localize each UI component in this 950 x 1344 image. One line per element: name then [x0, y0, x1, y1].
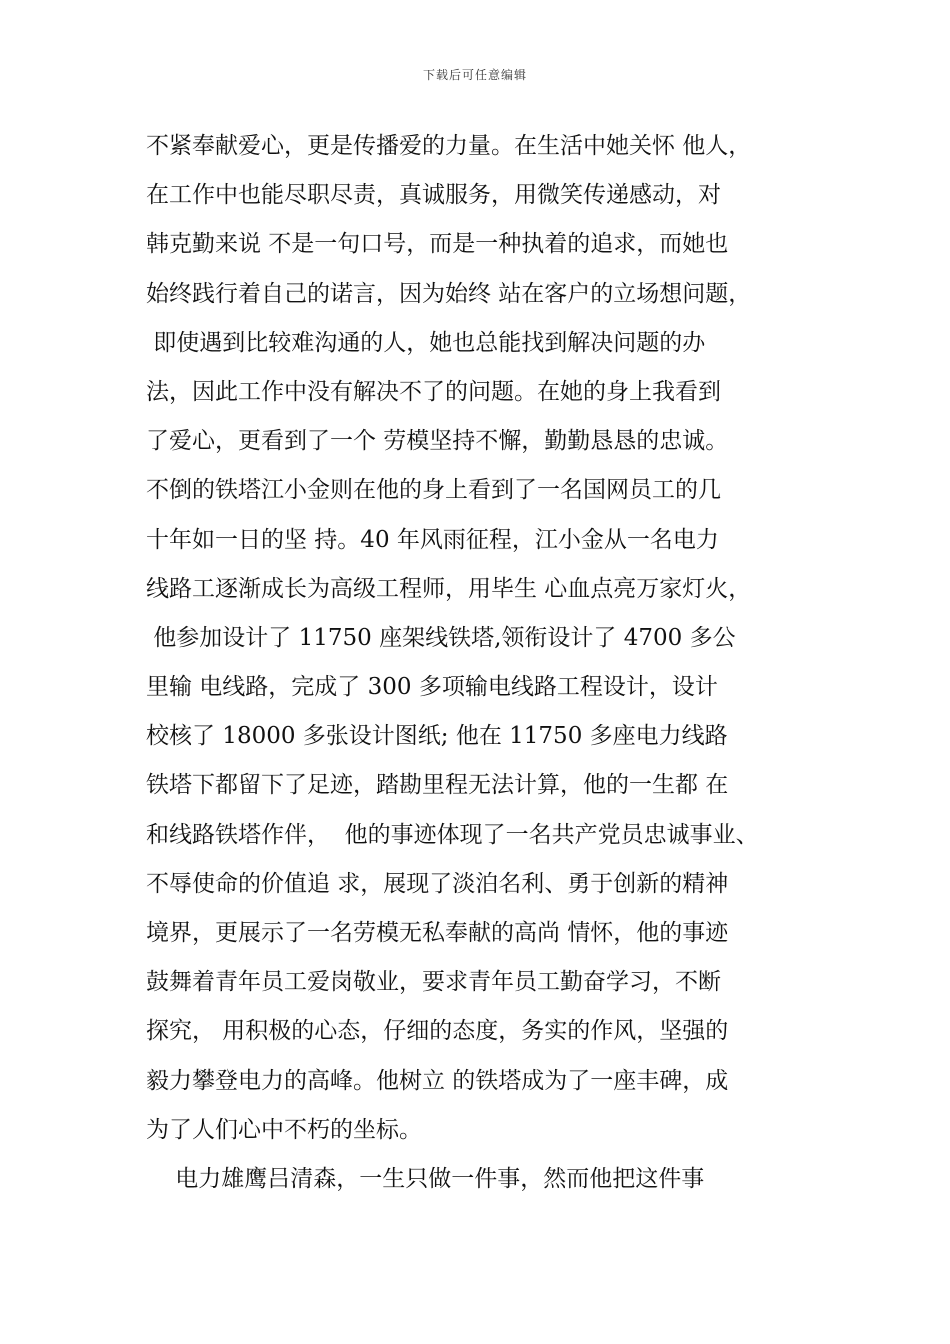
text-line: 韩克勤来说 不是一句口号，而是一种执着的追求，而她也: [146, 231, 729, 258]
text-line: 不紧奉献爱心，更是传播爱的力量。在生活中她关怀 他人，: [146, 133, 752, 159]
text-line: 不辱使命的价值追 求，展现了淡泊名利、勇于创新的精神: [146, 870, 729, 897]
text-line: 十年如一日的坚 持。40 年风雨征程，江小金从一名电力: [146, 526, 719, 553]
header-note: 下载后可任意编辑: [422, 68, 527, 82]
text-line: 即使遇到比较难沟通的人，她也总能找到解决问题的办: [146, 329, 706, 356]
text-line: 毅力攀登电力的高峰。他树立 的铁塔成为了一座丰碑，成: [146, 1067, 729, 1094]
text-line: 始终践行着自己的诺言，因为始终 站在客户的立场想问题，: [146, 280, 752, 307]
text-line: 法，因此工作中没有解决不了的问题。在她的身上我看到: [146, 378, 721, 405]
text-line: 铁塔下都留下了足迹，踏勘里程无法计算，他的一生都 在: [146, 772, 729, 799]
text-line: 电力雄鹰吕清森，一生只做一件事，然而他把这件事: [146, 1165, 705, 1192]
text-line: 校核了 18000 多张设计图纸; 他在 11750 多座电力线路: [146, 723, 728, 750]
text-line: 他参加设计了 11750 座架线铁塔,领衔设计了 4700 多公: [146, 624, 736, 651]
text-line: 在工作中也能尽职尽责，真诚服务，用微笑传递感动，对: [146, 182, 721, 209]
text-line: 不倒的铁塔江小金则在他的身上看到了一名国网员工的几: [146, 477, 721, 504]
text-line: 鼓舞着青年员工爱岗敬业，要求青年员工勤奋学习，不断: [146, 969, 721, 996]
body-text: [146, 122, 826, 1204]
text-line: 了爱心，更看到了一个 劳模坚持不懈，勤勤恳恳的忠诚。: [146, 428, 729, 455]
text-line: 和线路铁塔作伴， 他的事迹体现了一名共产党员忠诚事业、: [146, 821, 759, 848]
text-line: 里输 电线路，完成了 300 多项输电线路工程设计，设计: [146, 674, 718, 701]
text-line: 线路工逐渐成长为高级工程师，用毕生 心血点亮万家灯火，: [146, 575, 752, 602]
text-line: 探究， 用积极的心态，仔细的态度，务实的作风，坚强的: [146, 1018, 729, 1045]
text-line: 境界，更展示了一名劳模无私奉献的高尚 情怀，他的事迹: [146, 920, 729, 946]
text-line: 为了人们心中不朽的坐标。: [146, 1116, 422, 1143]
